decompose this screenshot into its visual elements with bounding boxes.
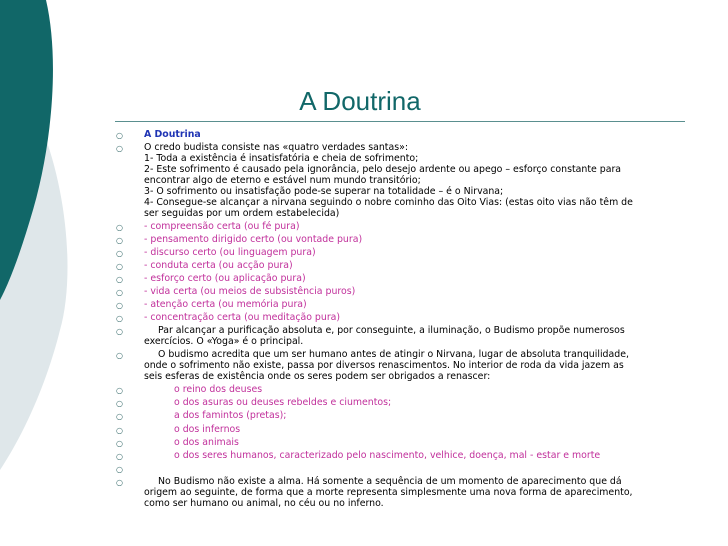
bullet-icon: ○ <box>116 222 123 232</box>
list-item-text: seis esferas de existência onde os seres podem ser obrigados a renascer: <box>144 371 491 383</box>
list-item-text: o dos animais <box>174 436 239 448</box>
bullet-icon: ○ <box>116 464 123 474</box>
list-item-text: origem ao seguinte, de forma que a morte representa simplesmente uma nova forma de aparecimento, <box>144 486 633 498</box>
decorative-curves <box>0 0 110 546</box>
list-item-text: - pensamento dirigido certo (ou vontade pura) <box>144 233 363 245</box>
bullet-icon: ○ <box>116 288 123 298</box>
bullet-icon: ○ <box>116 327 123 337</box>
list-item-text: onde o sofrimento não existe, passa por diversos renascimentos. No interior de roda da vida jazem as <box>144 360 624 372</box>
list-item-text: ser seguidas por um ordem estabelecida) <box>144 207 340 219</box>
bullet-icon: ○ <box>116 235 123 245</box>
list-item-text: - vida certa (ou meios de subsistência puros) <box>144 286 356 298</box>
list-item-text: - atenção certa (ou memória pura) <box>144 299 307 311</box>
list-item <box>116 411 686 422</box>
list-item-text: encontrar algo de eterno e estável num mundo transitório; <box>144 174 421 186</box>
bullet-icon: ○ <box>116 451 123 461</box>
list-item-text: A Doutrina <box>144 129 201 140</box>
list-item-text: 2- Este sofrimento é causado pela ignorância, pelo desejo ardente ou apego – esforço constante para <box>144 163 622 175</box>
list-item <box>116 130 686 141</box>
list-item <box>116 287 686 298</box>
list-item-text: a dos famintos (pretas); <box>174 410 287 422</box>
list-item-text: 1- Toda a existência é insatisfatória e cheia de sofrimento; <box>144 153 419 164</box>
list-item-text: No Budismo não existe a alma. Há somente a sequência de um momento de aparecimento que dá <box>158 475 622 487</box>
list-item-text: O credo budista consiste nas «quatro verdades santas»: <box>144 142 408 154</box>
list-item <box>116 398 686 409</box>
list-item <box>116 313 686 324</box>
list-item <box>116 143 686 219</box>
bullet-icon: ○ <box>116 351 123 361</box>
bullet-icon: ○ <box>116 425 123 435</box>
title-divider <box>115 121 685 122</box>
list-item <box>116 477 686 510</box>
list-item-text: o dos infernos <box>174 423 241 435</box>
list-item <box>116 248 686 259</box>
bullet-icon: ○ <box>116 477 123 487</box>
bullet-icon: ○ <box>116 131 123 140</box>
list-item-text: - compreensão certa (ou fé pura) <box>144 220 300 232</box>
list-item-text <box>144 464 686 475</box>
list-item-text: - concentração certa (ou meditação pura) <box>144 312 341 324</box>
list-item-text: - esforço certo (ou aplicação pura) <box>144 273 306 284</box>
list-item-text: Par alcançar a purificação absoluta e, por conseguinte, a iluminação, o Budismo propõe numerosos <box>158 325 625 337</box>
list-item <box>116 300 686 311</box>
list-item <box>116 451 686 462</box>
list-item <box>116 274 686 285</box>
list-item <box>116 438 686 449</box>
list-item <box>116 235 686 246</box>
list-item <box>116 385 686 396</box>
bullet-icon: ○ <box>116 438 123 448</box>
list-item-text: - discurso certo (ou linguagem pura) <box>144 246 316 258</box>
list-item-text: o reino dos deuses <box>174 384 263 396</box>
list-item-text: como ser humano ou animal, no céu ou no inferno. <box>144 497 384 509</box>
bullet-icon: ○ <box>116 301 123 311</box>
list-item-text: o dos seres humanos, caracterizado pelo nascimento, velhice, doença, mal - estar e morte <box>174 449 601 461</box>
list-item-text: exercícios. O «Yoga» é o principal. <box>144 336 304 348</box>
list-item <box>116 464 686 475</box>
bullet-icon: ○ <box>116 412 123 422</box>
list-item-text: o dos asuras ou deuses rebeldes e ciumentos; <box>174 397 392 409</box>
bullet-icon: ○ <box>116 248 123 258</box>
list-item-text: - conduta certa (ou acção pura) <box>144 259 293 271</box>
list-item <box>116 261 686 272</box>
bullet-icon: ○ <box>116 144 123 154</box>
list-item <box>116 350 686 383</box>
list-item-text: O budismo acredita que um ser humano antes de atingir o Nirvana, lugar de absoluta tranquilidade, <box>158 349 629 361</box>
list-item-text: 3- O sofrimento ou insatisfação pode-se superar na totalidade – é o Nirvana; <box>144 185 504 197</box>
bullet-list <box>116 130 686 512</box>
list-item <box>116 326 686 348</box>
bullet-icon: ○ <box>116 399 123 409</box>
bullet-icon: ○ <box>116 314 123 324</box>
page-title: A Doutrina <box>299 86 421 116</box>
list-item <box>116 222 686 233</box>
list-item-text: 4- Consegue-se alcançar a nirvana seguindo o nobre cominho das Oito Vias: (estas oito vias não têm de <box>144 196 633 208</box>
list-item <box>116 425 686 436</box>
bullet-icon: ○ <box>116 386 123 396</box>
bullet-icon: ○ <box>116 261 123 271</box>
bullet-icon: ○ <box>116 275 123 284</box>
